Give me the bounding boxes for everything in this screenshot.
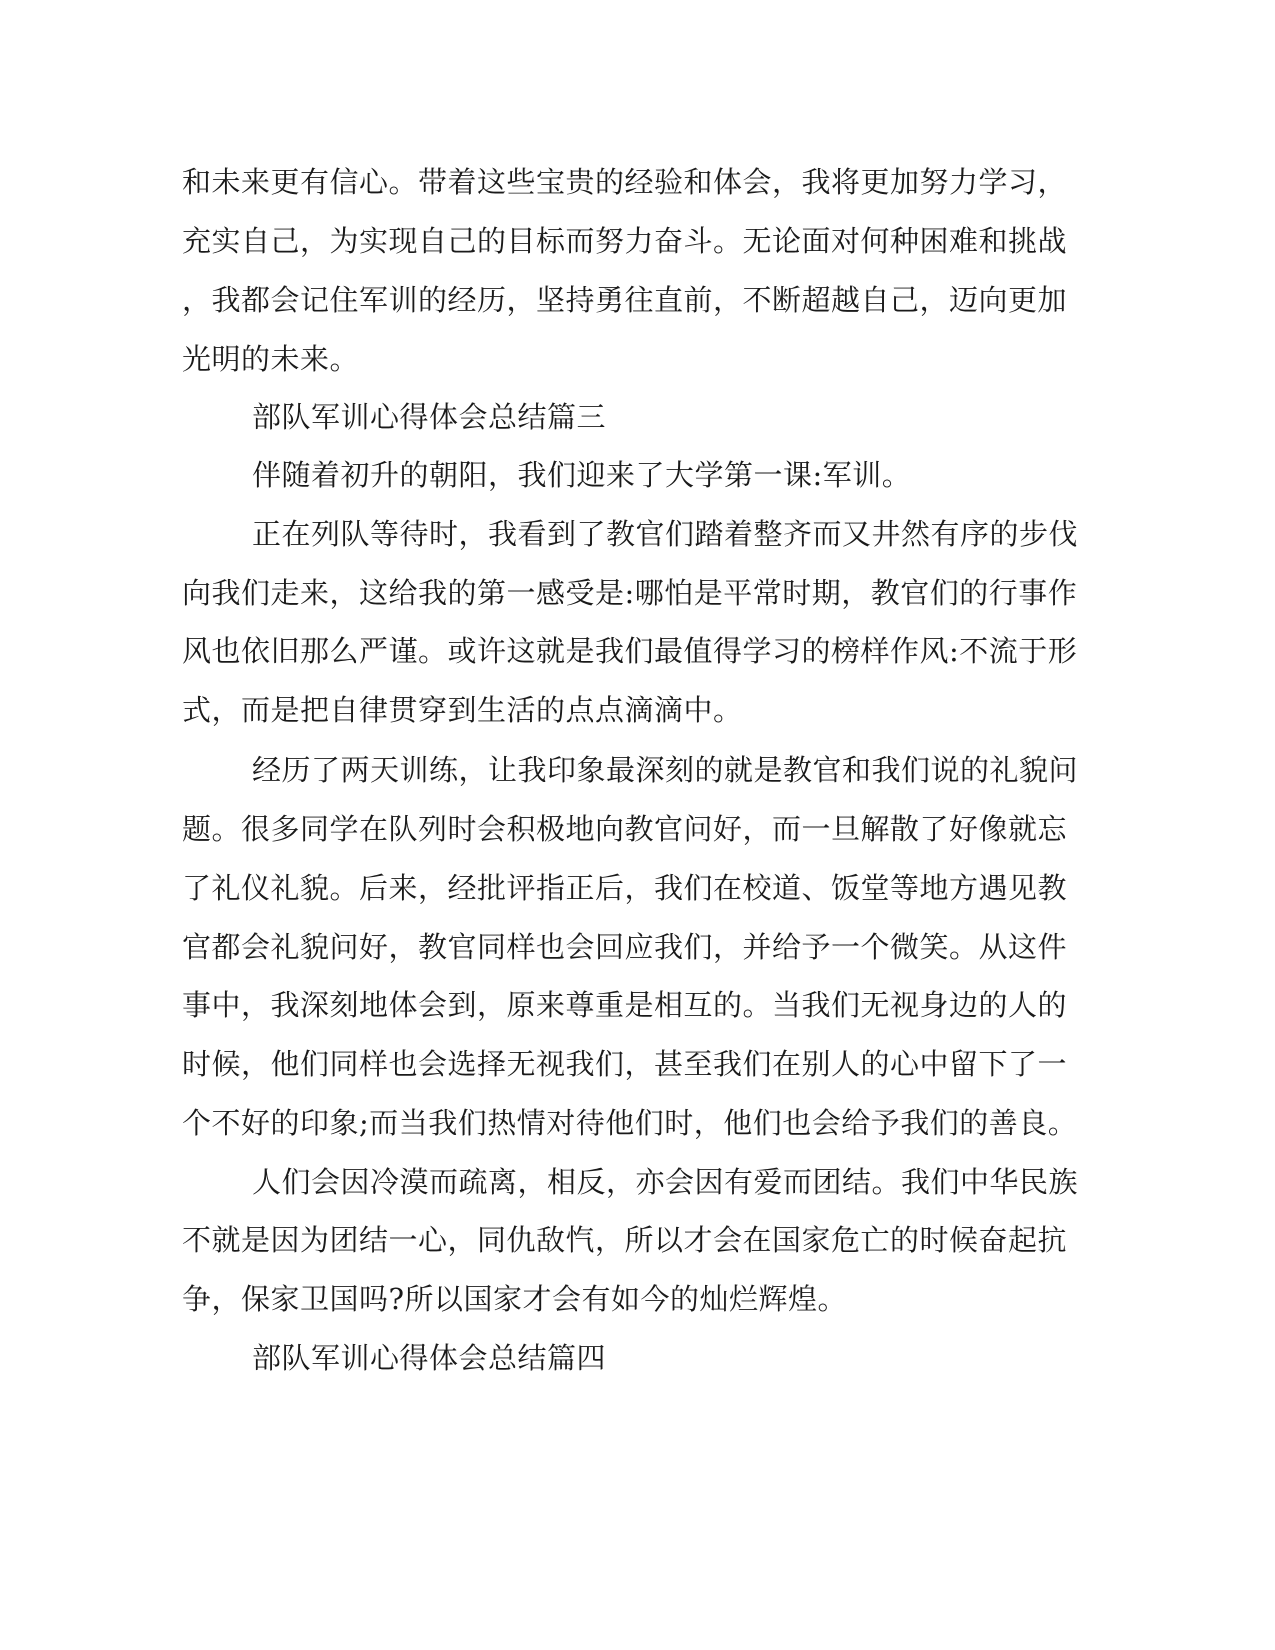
body-text-line: 争，保家卫国吗?所以国家才会有如今的灿烂辉煌。: [182, 1282, 848, 1316]
body-text-line: 向我们走来，这给我的第一感受是:哪怕是平常时期，教官们的行事作: [182, 576, 1078, 610]
body-text-line: 人们会因冷漠而疏离，相反，亦会因有爱而团结。我们中华民族: [252, 1165, 1079, 1199]
body-text-line: 风也依旧那么严谨。或许这就是我们最值得学习的榜样作风:不流于形: [182, 634, 1078, 668]
body-text-line: 和未来更有信心。带着这些宝贵的经验和体会，我将更加努力学习，: [182, 165, 1068, 199]
section-heading: 部队军训心得体会总结篇四: [252, 1341, 607, 1375]
body-text-line: 官都会礼貌问好，教官同样也会回应我们，并给予一个微笑。从这件: [182, 930, 1068, 964]
body-text-line: ，我都会记住军训的经历，坚持勇往直前，不断超越自己，迈向更加: [182, 283, 1068, 317]
body-text-line: 充实自己，为实现自己的目标而努力奋斗。无论面对何种困难和挑战: [182, 224, 1068, 258]
body-text-line: 个不好的印象;而当我们热情对待他们时，他们也会给予我们的善良。: [182, 1106, 1078, 1140]
body-text-line: 事中，我深刻地体会到，原来尊重是相互的。当我们无视身边的人的: [182, 988, 1068, 1022]
section-heading: 部队军训心得体会总结篇三: [252, 400, 607, 434]
body-text-line: 正在列队等待时，我看到了教官们踏着整齐而又井然有序的步伐: [252, 517, 1079, 551]
body-text-line: 题。很多同学在队列时会积极地向教官问好，而一旦解散了好像就忘: [182, 812, 1068, 846]
body-text-line: 了礼仪礼貌。后来，经批评指正后，我们在校道、饭堂等地方遇见教: [182, 871, 1068, 905]
body-text-line: 伴随着初升的朝阳，我们迎来了大学第一课:军训。: [252, 458, 912, 492]
body-text-line: 时候，他们同样也会选择无视我们，甚至我们在别人的心中留下了一: [182, 1047, 1068, 1081]
body-text-line: 不就是因为团结一心，同仇敌忾，所以才会在国家危亡的时候奋起抗: [182, 1223, 1068, 1257]
body-text-line: 经历了两天训练，让我印象最深刻的就是教官和我们说的礼貌问: [252, 753, 1079, 787]
body-text-line: 光明的未来。: [182, 342, 360, 376]
body-text-line: 式，而是把自律贯穿到生活的点点滴滴中。: [182, 693, 743, 727]
